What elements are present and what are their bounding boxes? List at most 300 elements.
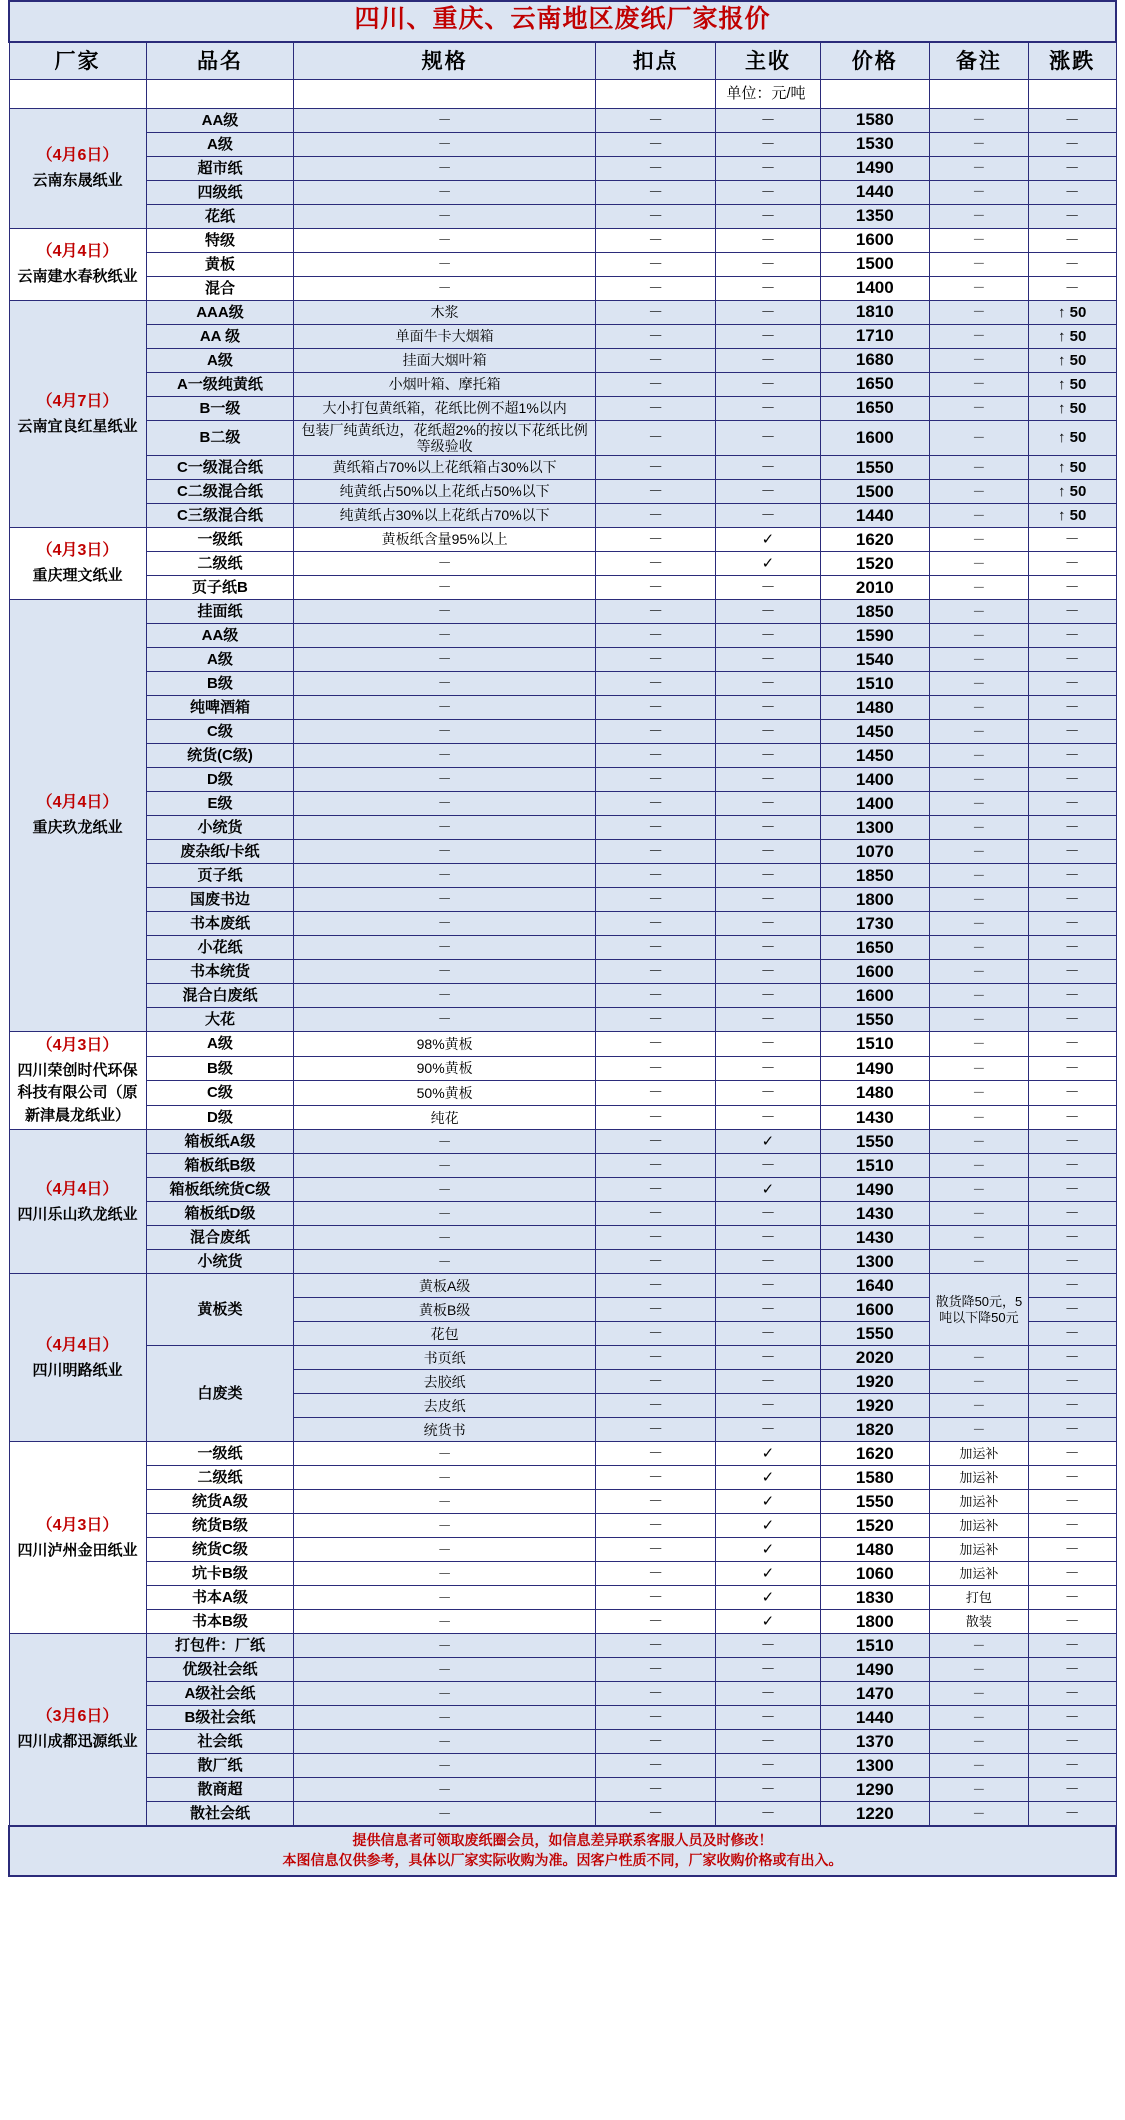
cell-spec: － <box>294 959 595 983</box>
cell-note: － <box>930 1658 1029 1682</box>
table-row <box>9 479 1116 503</box>
cell-product-name: A级 <box>146 1031 294 1056</box>
factory-date: （4月3日） <box>36 1516 119 1534</box>
cell-main-collect: － <box>716 156 820 180</box>
cell-product-name: C一级混合纸 <box>146 455 294 479</box>
cell-change: － <box>1028 1322 1116 1346</box>
cell-spec: 纯黄纸占50%以上花纸占50%以下 <box>294 479 595 503</box>
cell-deduct: － <box>595 503 716 527</box>
cell-product-name: 花纸 <box>146 204 294 228</box>
cell-price: 1550 <box>820 1490 930 1514</box>
cell-main-collect: － <box>716 887 820 911</box>
cell-price: 1710 <box>820 324 930 348</box>
cell-spec: － <box>294 1442 595 1466</box>
table-row <box>9 1538 1116 1562</box>
cell-deduct: － <box>595 479 716 503</box>
cell-product-name: A级 <box>146 132 294 156</box>
cell-note: － <box>930 1031 1029 1056</box>
cell-change: － <box>1028 180 1116 204</box>
cell-deduct: － <box>595 396 716 420</box>
cell-price: 1600 <box>820 420 930 455</box>
cell-product-name: B二级 <box>146 420 294 455</box>
cell-deduct: － <box>595 863 716 887</box>
cell-note: － <box>930 1130 1029 1154</box>
cell-note: － <box>930 599 1029 623</box>
cell-price: 1600 <box>820 228 930 252</box>
cell-price: 1680 <box>820 348 930 372</box>
cell-price: 1650 <box>820 935 930 959</box>
cell-spec: － <box>294 815 595 839</box>
cell-product-name: A级社会纸 <box>146 1682 294 1706</box>
cell-spec: － <box>294 983 595 1007</box>
cell-deduct: － <box>595 1754 716 1778</box>
cell-deduct: － <box>595 1682 716 1706</box>
cell-spec: － <box>294 743 595 767</box>
cell-note: 加运补 <box>930 1466 1029 1490</box>
cell-product-name: C级 <box>146 1081 294 1106</box>
cell-main-collect: － <box>716 695 820 719</box>
cell-deduct: － <box>595 1007 716 1031</box>
cell-change: ↑ 50 <box>1028 324 1116 348</box>
cell-price: 1620 <box>820 527 930 551</box>
cell-note: － <box>930 647 1029 671</box>
cell-spec: － <box>294 180 595 204</box>
cell-price: 1450 <box>820 743 930 767</box>
cell-spec: － <box>294 599 595 623</box>
cell-deduct: － <box>595 695 716 719</box>
cell-change: － <box>1028 276 1116 300</box>
cell-deduct: － <box>595 348 716 372</box>
table-row <box>9 527 1116 551</box>
factory-name: 四川乐山玖龙纸业 <box>17 1205 138 1223</box>
cell-main-collect: ✓ <box>716 1466 820 1490</box>
table-row <box>9 276 1116 300</box>
cell-change: － <box>1028 1202 1116 1226</box>
cell-deduct: － <box>595 623 716 647</box>
cell-main-collect: － <box>716 1634 820 1658</box>
cell-note: － <box>930 551 1029 575</box>
cell-spec: － <box>294 935 595 959</box>
cell-deduct: － <box>595 647 716 671</box>
cell-deduct: － <box>595 1586 716 1610</box>
table-row <box>9 743 1116 767</box>
cell-change: － <box>1028 1706 1116 1730</box>
cell-product-name: B级 <box>146 1056 294 1081</box>
column-header-2: 规格 <box>294 42 595 80</box>
cell-product-name: AAA级 <box>146 300 294 324</box>
cell-spec: 黄板B级 <box>294 1298 595 1322</box>
cell-product-name: 书本统货 <box>146 959 294 983</box>
cell-spec: － <box>294 1658 595 1682</box>
cell-spec: － <box>294 252 595 276</box>
cell-product-name: 书本废纸 <box>146 911 294 935</box>
cell-change: － <box>1028 719 1116 743</box>
cell-change: － <box>1028 1466 1116 1490</box>
cell-note: － <box>930 743 1029 767</box>
cell-deduct: － <box>595 959 716 983</box>
cell-spec: － <box>294 671 595 695</box>
cell-deduct: － <box>595 1538 716 1562</box>
cell-deduct: － <box>595 1250 716 1274</box>
table-row <box>9 420 1116 455</box>
cell-spec: 黄板纸含量95%以上 <box>294 527 595 551</box>
cell-main-collect: ✓ <box>716 1514 820 1538</box>
cell-deduct: － <box>595 935 716 959</box>
cell-main-collect: － <box>716 1081 820 1106</box>
table-row <box>9 959 1116 983</box>
table-row <box>9 1682 1116 1706</box>
cell-product-name: 二级纸 <box>146 551 294 575</box>
factory-date: （3月6日） <box>36 1708 119 1726</box>
cell-price: 1830 <box>820 1586 930 1610</box>
cell-note: － <box>930 791 1029 815</box>
cell-change: － <box>1028 1754 1116 1778</box>
cell-spec: － <box>294 551 595 575</box>
cell-main-collect: － <box>716 132 820 156</box>
cell-note: － <box>930 1394 1029 1418</box>
factory-name: 云南东晟纸业 <box>32 172 123 189</box>
cell-change: － <box>1028 1802 1116 1826</box>
cell-main-collect: － <box>716 1056 820 1081</box>
table-row <box>9 300 1116 324</box>
cell-deduct: － <box>595 204 716 228</box>
cell-main-collect: － <box>716 372 820 396</box>
cell-main-collect: － <box>716 863 820 887</box>
cell-deduct: － <box>595 1081 716 1106</box>
cell-main-collect: － <box>716 1007 820 1031</box>
factory-date: （4月4日） <box>36 1336 119 1354</box>
table-row <box>9 455 1116 479</box>
factory-name: 四川明路纸业 <box>32 1361 123 1379</box>
cell-product-name: C级 <box>146 719 294 743</box>
cell-product-name: 统货B级 <box>146 1514 294 1538</box>
cell-spec: － <box>294 1802 595 1826</box>
cell-deduct: － <box>595 1346 716 1370</box>
cell-note: － <box>930 671 1029 695</box>
factory-cell-7 <box>9 1274 146 1442</box>
cell-note: － <box>930 1202 1029 1226</box>
cell-price: 1290 <box>820 1778 930 1802</box>
cell-main-collect: － <box>716 623 820 647</box>
cell-main-collect: － <box>716 1682 820 1706</box>
table-row <box>9 1466 1116 1490</box>
cell-change: － <box>1028 1031 1116 1056</box>
cell-main-collect: － <box>716 815 820 839</box>
cell-deduct: － <box>595 575 716 599</box>
cell-change: － <box>1028 1418 1116 1442</box>
table-row <box>9 396 1116 420</box>
cell-main-collect: － <box>716 1322 820 1346</box>
cell-price: 1440 <box>820 503 930 527</box>
cell-price: 1350 <box>820 204 930 228</box>
table-row <box>9 719 1116 743</box>
table-row <box>9 1031 1116 1056</box>
cell-spec: － <box>294 1682 595 1706</box>
cell-spec: － <box>294 108 595 132</box>
table-row <box>9 1586 1116 1610</box>
table-row <box>9 1250 1116 1274</box>
cell-product-name: C三级混合纸 <box>146 503 294 527</box>
factory-cell-0 <box>9 108 146 228</box>
column-header-5: 价格 <box>820 42 930 80</box>
cell-change: － <box>1028 1105 1116 1130</box>
cell-main-collect: ✓ <box>716 527 820 551</box>
cell-change: － <box>1028 767 1116 791</box>
factory-name: 重庆理文纸业 <box>32 567 123 585</box>
cell-spec: 小烟叶箱、摩托箱 <box>294 372 595 396</box>
cell-change: － <box>1028 1178 1116 1202</box>
cell-change: － <box>1028 1562 1116 1586</box>
cell-price: 1300 <box>820 1250 930 1274</box>
cell-product-name: 混合废纸 <box>146 1226 294 1250</box>
cell-deduct: － <box>595 420 716 455</box>
cell-change: － <box>1028 575 1116 599</box>
cell-spec: － <box>294 204 595 228</box>
cell-note: － <box>930 575 1029 599</box>
cell-product-name: 散商超 <box>146 1778 294 1802</box>
cell-product-name: 散社会纸 <box>146 1802 294 1826</box>
cell-deduct: － <box>595 671 716 695</box>
cell-change: － <box>1028 527 1116 551</box>
cell-change: ↑ 50 <box>1028 420 1116 455</box>
cell-note: 加运补 <box>930 1538 1029 1562</box>
cell-note: － <box>930 1346 1029 1370</box>
cell-deduct: － <box>595 324 716 348</box>
table-row <box>9 1610 1116 1634</box>
cell-change: ↑ 50 <box>1028 503 1116 527</box>
footer-row <box>9 1826 1116 1876</box>
cell-change: － <box>1028 1274 1116 1298</box>
title-row <box>9 1 1116 42</box>
cell-spec: － <box>294 228 595 252</box>
cell-deduct: － <box>595 1490 716 1514</box>
cell-deduct: － <box>595 983 716 1007</box>
cell-note: 散货降50元，5吨以下降50元 <box>930 1274 1029 1346</box>
table-row <box>9 1562 1116 1586</box>
cell-change: － <box>1028 1778 1116 1802</box>
table-row <box>9 1754 1116 1778</box>
table-row <box>9 575 1116 599</box>
cell-product-name: 黄板类 <box>146 1274 294 1346</box>
cell-main-collect: ✓ <box>716 1562 820 1586</box>
cell-deduct: － <box>595 1706 716 1730</box>
cell-price: 1450 <box>820 719 930 743</box>
cell-spec: － <box>294 1514 595 1538</box>
cell-spec: － <box>294 132 595 156</box>
cell-spec: － <box>294 1538 595 1562</box>
table-row <box>9 252 1116 276</box>
table-row <box>9 815 1116 839</box>
cell-change: － <box>1028 1298 1116 1322</box>
cell-deduct: － <box>595 1322 716 1346</box>
table-row <box>9 1007 1116 1031</box>
cell-note: － <box>930 1754 1029 1778</box>
cell-note: － <box>930 252 1029 276</box>
cell-product-name: B级社会纸 <box>146 1706 294 1730</box>
cell-price: 1510 <box>820 1154 930 1178</box>
cell-note: － <box>930 1370 1029 1394</box>
cell-price: 1920 <box>820 1394 930 1418</box>
cell-main-collect: ✓ <box>716 1538 820 1562</box>
factory-cell-6 <box>9 1130 146 1274</box>
cell-product-name: D级 <box>146 767 294 791</box>
cell-note: － <box>930 1056 1029 1081</box>
table-row <box>9 983 1116 1007</box>
table-row <box>9 1056 1116 1081</box>
factory-cell-5 <box>9 1031 146 1130</box>
table-row <box>9 1274 1116 1298</box>
cell-deduct: － <box>595 1105 716 1130</box>
cell-change: － <box>1028 791 1116 815</box>
cell-change: ↑ 50 <box>1028 479 1116 503</box>
cell-spec: － <box>294 767 595 791</box>
cell-deduct: － <box>595 276 716 300</box>
cell-spec: － <box>294 887 595 911</box>
table-row <box>9 1105 1116 1130</box>
cell-note: － <box>930 204 1029 228</box>
cell-price: 1620 <box>820 1442 930 1466</box>
cell-main-collect: － <box>716 1031 820 1056</box>
cell-price: 1580 <box>820 1466 930 1490</box>
cell-deduct: － <box>595 1562 716 1586</box>
cell-price: 1520 <box>820 551 930 575</box>
table-row <box>9 132 1116 156</box>
table-row <box>9 647 1116 671</box>
cell-price: 1550 <box>820 1322 930 1346</box>
cell-note: － <box>930 1250 1029 1274</box>
cell-note: － <box>930 372 1029 396</box>
cell-deduct: － <box>595 455 716 479</box>
cell-price: 1500 <box>820 252 930 276</box>
cell-main-collect: － <box>716 767 820 791</box>
column-header-7: 涨跌 <box>1028 42 1116 80</box>
cell-price: 2010 <box>820 575 930 599</box>
cell-change: － <box>1028 1226 1116 1250</box>
cell-main-collect: － <box>716 1274 820 1298</box>
cell-change: － <box>1028 815 1116 839</box>
cell-change: － <box>1028 132 1116 156</box>
cell-spec: 98%黄板 <box>294 1031 595 1056</box>
cell-deduct: － <box>595 1394 716 1418</box>
factory-name: 云南宜良红星纸业 <box>17 417 138 435</box>
cell-note: － <box>930 1178 1029 1202</box>
cell-note: － <box>930 132 1029 156</box>
cell-main-collect: － <box>716 1154 820 1178</box>
cell-deduct: － <box>595 527 716 551</box>
cell-main-collect: － <box>716 959 820 983</box>
price-table <box>8 0 1117 1877</box>
cell-change: － <box>1028 839 1116 863</box>
cell-price: 1370 <box>820 1730 930 1754</box>
cell-note: － <box>930 959 1029 983</box>
cell-main-collect: － <box>716 719 820 743</box>
cell-deduct: － <box>595 791 716 815</box>
cell-main-collect: － <box>716 228 820 252</box>
cell-deduct: － <box>595 1226 716 1250</box>
cell-change: ↑ 50 <box>1028 300 1116 324</box>
cell-change: － <box>1028 1634 1116 1658</box>
cell-deduct: － <box>595 1442 716 1466</box>
cell-spec: － <box>294 623 595 647</box>
cell-spec: － <box>294 1250 595 1274</box>
cell-spec: － <box>294 1202 595 1226</box>
cell-price: 1800 <box>820 887 930 911</box>
cell-main-collect: － <box>716 1105 820 1130</box>
cell-main-collect: － <box>716 180 820 204</box>
cell-note: － <box>930 887 1029 911</box>
cell-note: － <box>930 623 1029 647</box>
table-row <box>9 1490 1116 1514</box>
cell-change: ↑ 50 <box>1028 396 1116 420</box>
cell-change: － <box>1028 935 1116 959</box>
cell-product-name: 书本A级 <box>146 1586 294 1610</box>
cell-product-name: 坑卡B级 <box>146 1562 294 1586</box>
cell-spec: － <box>294 1562 595 1586</box>
cell-deduct: － <box>595 1778 716 1802</box>
cell-note: － <box>930 1418 1029 1442</box>
cell-spec: － <box>294 1586 595 1610</box>
cell-product-name: 书本B级 <box>146 1610 294 1634</box>
cell-change: － <box>1028 1538 1116 1562</box>
cell-deduct: － <box>595 887 716 911</box>
table-row <box>9 1226 1116 1250</box>
cell-product-name: 黄板 <box>146 252 294 276</box>
cell-spec: － <box>294 1466 595 1490</box>
cell-price: 1430 <box>820 1202 930 1226</box>
cell-product-name: 混合白废纸 <box>146 983 294 1007</box>
cell-price: 1070 <box>820 839 930 863</box>
cell-price: 1510 <box>820 1031 930 1056</box>
factory-cell-1 <box>9 228 146 300</box>
table-row <box>9 671 1116 695</box>
cell-main-collect: － <box>716 1202 820 1226</box>
cell-note: 加运补 <box>930 1514 1029 1538</box>
table-row <box>9 767 1116 791</box>
cell-product-name: 废杂纸/卡纸 <box>146 839 294 863</box>
cell-main-collect: － <box>716 300 820 324</box>
footer-text: 提供信息者可领取废纸圈会员，如信息差异联系客服人员及时修改！ 本图信息仅供参考，具体以厂家实际收购为准。因客户性质不同，厂家收购价格或有出入。 <box>9 1826 1116 1876</box>
factory-name: 重庆玖龙纸业 <box>32 819 123 837</box>
cell-spec: 50%黄板 <box>294 1081 595 1106</box>
cell-price: 1850 <box>820 599 930 623</box>
table-row <box>9 1514 1116 1538</box>
cell-main-collect: － <box>716 743 820 767</box>
cell-spec: 木浆 <box>294 300 595 324</box>
cell-product-name: A一级纯黄纸 <box>146 372 294 396</box>
factory-cell-4 <box>9 599 146 1031</box>
cell-spec: － <box>294 1226 595 1250</box>
cell-note: － <box>930 1802 1029 1826</box>
cell-deduct: － <box>595 300 716 324</box>
cell-product-name: E级 <box>146 791 294 815</box>
cell-change: ↑ 50 <box>1028 455 1116 479</box>
table-row <box>9 348 1116 372</box>
cell-change: － <box>1028 1081 1116 1106</box>
cell-main-collect: － <box>716 1778 820 1802</box>
cell-change: ↑ 50 <box>1028 372 1116 396</box>
cell-deduct: － <box>595 1154 716 1178</box>
cell-price: 1550 <box>820 1130 930 1154</box>
cell-price: 1470 <box>820 1682 930 1706</box>
cell-price: 1500 <box>820 479 930 503</box>
cell-deduct: － <box>595 1370 716 1394</box>
cell-deduct: － <box>595 911 716 935</box>
cell-note: － <box>930 863 1029 887</box>
cell-spec: 黄板A级 <box>294 1274 595 1298</box>
cell-note: － <box>930 276 1029 300</box>
cell-deduct: － <box>595 156 716 180</box>
cell-change: － <box>1028 911 1116 935</box>
